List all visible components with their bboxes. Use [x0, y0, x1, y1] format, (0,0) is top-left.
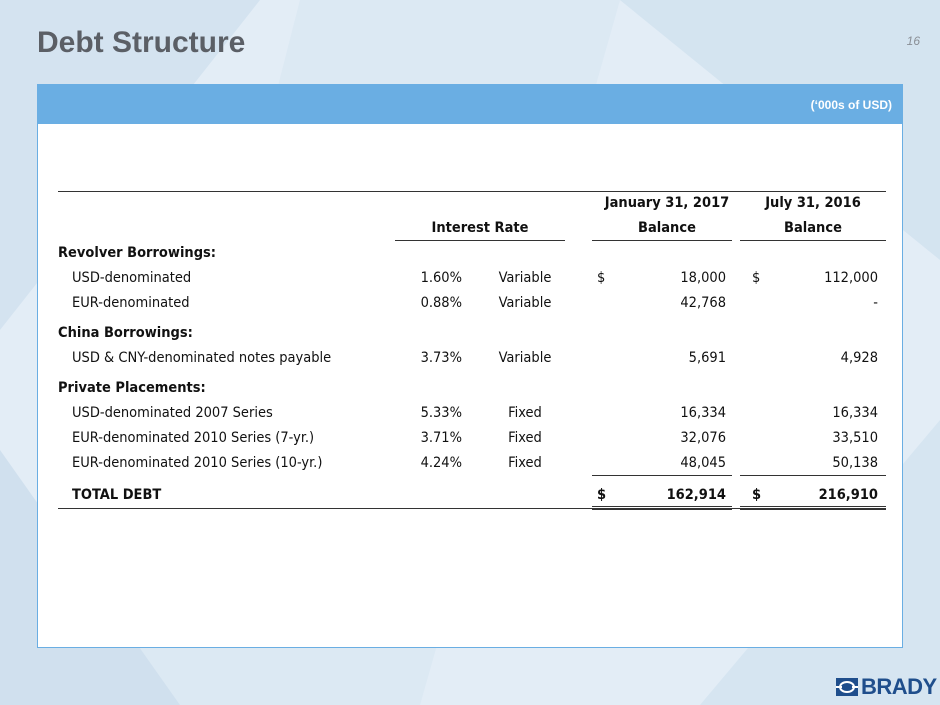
- row-balance-1: 48,045: [680, 455, 726, 471]
- row-type: Fixed: [508, 455, 542, 471]
- table-row: [58, 266, 886, 291]
- row-balance-1: 32,076: [680, 430, 726, 446]
- row-label: USD-denominated 2007 Series: [72, 405, 273, 421]
- row-type: Variable: [498, 295, 552, 311]
- row-label: USD-denominated: [72, 270, 192, 286]
- row-balance-2: -: [873, 295, 878, 311]
- row-currency-1: $: [597, 270, 606, 286]
- brady-logo: [836, 674, 937, 700]
- table-row: [58, 451, 886, 476]
- row-label: EUR-denominated 2010 Series (10-yr.): [72, 455, 323, 471]
- row-rate: 3.73%: [420, 350, 462, 366]
- table-row: [58, 426, 886, 451]
- section-heading: Private Placements:: [58, 380, 206, 396]
- total-currency-1: $: [597, 487, 607, 503]
- row-balance-2: 16,334: [832, 405, 878, 421]
- row-rate: 0.88%: [420, 295, 462, 311]
- debt-table: [58, 191, 886, 510]
- row-type: Variable: [498, 350, 552, 366]
- section-heading-row: [58, 241, 886, 266]
- row-balance-1: 5,691: [688, 350, 726, 366]
- row-type: Variable: [498, 270, 552, 286]
- row-rate: 4.24%: [420, 455, 462, 471]
- row-label: EUR-denominated: [72, 295, 190, 311]
- row-balance-2: 112,000: [824, 270, 878, 286]
- brady-logo-icon: [836, 678, 858, 696]
- brady-logo-text: BRADY: [861, 674, 937, 699]
- row-balance-1: 18,000: [680, 270, 726, 286]
- row-rate: 3.71%: [420, 430, 462, 446]
- header-row-dates: [58, 191, 886, 216]
- row-balance-2: 50,138: [832, 455, 878, 471]
- row-balance-2: 4,928: [840, 350, 878, 366]
- table-row: [58, 291, 886, 316]
- row-type: Fixed: [508, 430, 542, 446]
- content-panel: [37, 84, 903, 648]
- total-currency-2: $: [752, 487, 762, 503]
- page-title: Debt Structure: [37, 26, 246, 59]
- total-balance-1: 162,914: [666, 487, 726, 503]
- panel-header: [38, 85, 902, 124]
- table-row: [58, 346, 886, 371]
- row-rate: 5.33%: [420, 405, 462, 421]
- section-heading-row: [58, 371, 886, 401]
- row-type: Fixed: [508, 405, 542, 421]
- section-heading: Revolver Borrowings:: [58, 245, 217, 261]
- table-row: [58, 401, 886, 426]
- total-label: TOTAL DEBT: [72, 487, 162, 503]
- total-row: [58, 476, 886, 510]
- header-jul-2016: July 31, 2016: [765, 195, 861, 211]
- header-balance-1: Balance: [638, 220, 696, 236]
- row-label: EUR-denominated 2010 Series (7-yr.): [72, 430, 315, 446]
- section-heading-row: [58, 316, 886, 346]
- row-label: USD & CNY-denominated notes payable: [72, 350, 332, 366]
- header-balance-2: Balance: [784, 220, 842, 236]
- row-rate: 1.60%: [420, 270, 462, 286]
- row-currency-2: $: [752, 270, 761, 286]
- header-jan-2017: January 31, 2017: [604, 195, 730, 211]
- header-row-labels: [58, 216, 886, 241]
- row-balance-1: 42,768: [680, 295, 726, 311]
- total-balance-2: 216,910: [818, 487, 878, 503]
- row-balance-1: 16,334: [680, 405, 726, 421]
- units-note: (‘000s of USD): [810, 98, 892, 112]
- section-heading: China Borrowings:: [58, 325, 193, 341]
- page-number: 16: [906, 34, 920, 48]
- row-balance-2: 33,510: [832, 430, 878, 446]
- header-interest-rate: Interest Rate: [431, 220, 529, 236]
